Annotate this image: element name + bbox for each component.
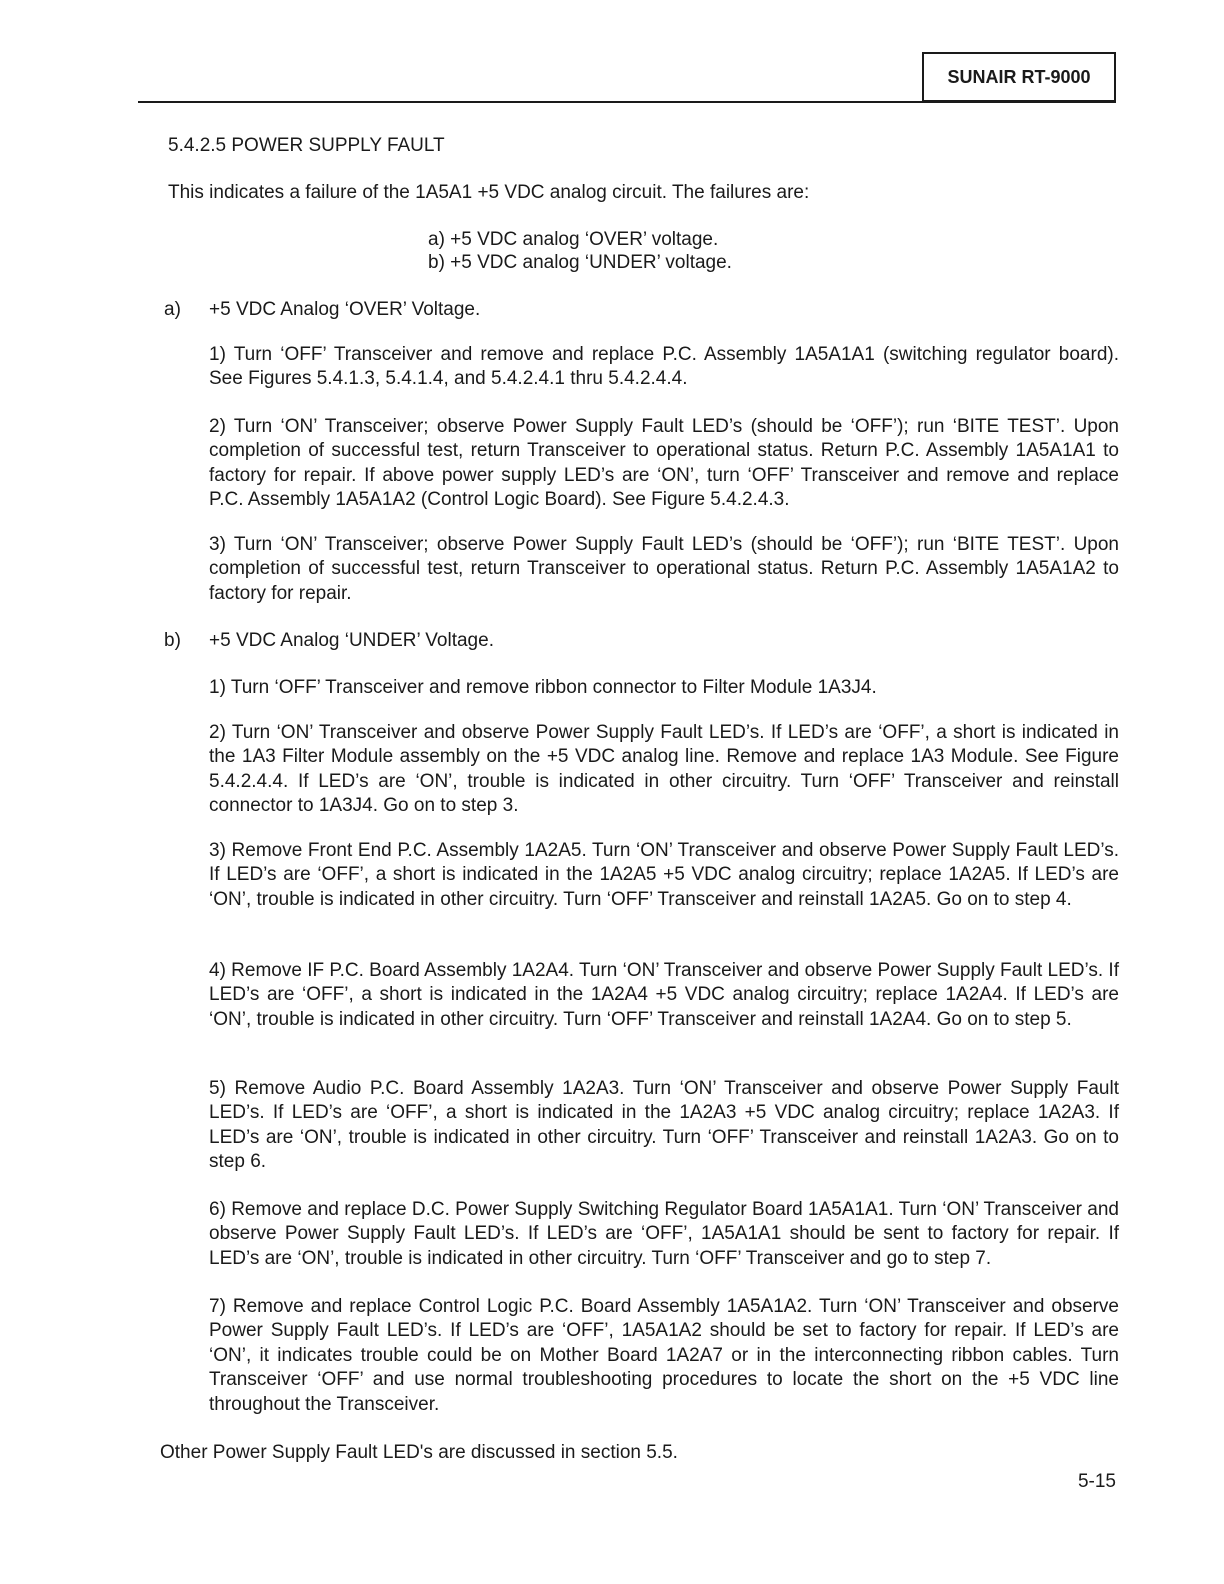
section-title: 5.4.2.5 POWER SUPPLY FAULT	[168, 135, 445, 156]
part-b-step: 4) Remove IF P.C. Board Assembly 1A2A4. Turn ‘ON’ Transceiver and observe Power Supply Fault LED’s. If LED’s are ‘OFF’, a short is indicated in the 1A2A4 +5 VDC analog circuitry; replace 1A2A4. If LED’s are ‘ON’, trouble is indicated in other circuitry. Turn ‘OFF’ Transceiver and reinstall 1A2A4. Go on to step 5.	[209, 960, 1119, 1030]
part-b-step: 3) Remove Front End P.C. Assembly 1A2A5. Turn ‘ON’ Transceiver and observe Power Supply Fault LED’s. If LED’s are ‘OFF’, a short is indicated in the 1A2A5 +5 VDC analog circuitry; replace 1A2A5. If LED’s are ‘ON’, trouble is indicated in other circuitry. Turn ‘OFF’ Transceiver and reinstall 1A2A5. Go on to step 4.	[209, 840, 1119, 910]
document-id-box	[922, 52, 1116, 102]
closing-note: Other Power Supply Fault LED's are discussed in section 5.5.	[160, 1442, 678, 1463]
part-a-step: 3) Turn ‘ON’ Transceiver; observe Power Supply Fault LED’s (should be ‘OFF’); run ‘BITE TEST’. Upon completion of successful test, return Transceiver to operational status. Return P.C. Assembly 1A5A1A2 to factory for repair.	[209, 534, 1119, 604]
part-b-step: 7) Remove and replace Control Logic P.C. Board Assembly 1A5A1A2. Turn ‘ON’ Transceiver and observe Power Supply Fault LED’s. If LED’s are ‘OFF’, 1A5A1A2 should be set to factory for repair. If LED’s are ‘ON’, it indicates trouble could be on Mother Board 1A2A7 or in the interconnecting ribbon cables. Turn Transceiver ‘OFF’ and use normal troubleshooting procedures to locate the short on the +5 VDC line throughout the Transceiver.	[209, 1296, 1119, 1415]
document-id: SUNAIR RT-9000	[947, 66, 1091, 87]
page-number: 5-15	[1077, 1471, 1116, 1492]
failure-item: b) +5 VDC analog ‘UNDER’ voltage.	[428, 252, 732, 273]
part-a-step: 2) Turn ‘ON’ Transceiver; observe Power Supply Fault LED’s (should be ‘OFF’); run ‘BITE TEST’. Upon completion of successful test, return Transceiver to operational status. Return P.C. Assembly 1A5A1A1 to factory for repair. If above power supply LED’s are ‘ON’, turn ‘OFF’ Transceiver and remove and replace P.C. Assembly 1A5A1A2 (Control Logic Board). See Figure 5.4.2.4.3.	[209, 416, 1119, 511]
part-b-step: 5) Remove Audio P.C. Board Assembly 1A2A3. Turn ‘ON’ Transceiver and observe Power Supply Fault LED’s. If LED’s are ‘OFF’, a short is indicated in the 1A2A3 +5 VDC analog circuitry; replace 1A2A3. If LED’s are ‘ON’, trouble is indicated in other circuitry. Turn ‘OFF’ Transceiver and reinstall 1A2A3. Go on to step 6.	[209, 1078, 1119, 1173]
part-b-title: +5 VDC Analog ‘UNDER’ Voltage.	[209, 630, 494, 651]
section-intro: This indicates a failure of the 1A5A1 +5 VDC analog circuit. The failures are:	[168, 182, 810, 203]
header-rule	[138, 101, 1116, 103]
part-b-step: 1) Turn ‘OFF’ Transceiver and remove ribbon connector to Filter Module 1A3J4.	[209, 677, 877, 698]
part-a-step: 1) Turn ‘OFF’ Transceiver and remove and replace P.C. Assembly 1A5A1A1 (switching regulator board). See Figures 5.4.1.3, 5.4.1.4, and 5.4.2.4.1 thru 5.4.2.4.4.	[209, 344, 1119, 390]
part-b-label: b)	[164, 630, 181, 651]
part-a-title: +5 VDC Analog ‘OVER’ Voltage.	[209, 299, 481, 320]
part-b-step: 2) Turn ‘ON’ Transceiver and observe Power Supply Fault LED’s. If LED’s are ‘OFF’, a short is indicated in the 1A3 Filter Module assembly on the +5 VDC analog line. Remove and replace 1A3 Module. See Figure 5.4.2.4.4. If LED’s are ‘ON’, trouble is indicated in other circuitry. Turn ‘OFF’ Transceiver and reinstall connector to 1A3J4. Go on to step 3.	[209, 722, 1119, 817]
part-b-step: 6) Remove and replace D.C. Power Supply Switching Regulator Board 1A5A1A1. Turn ‘ON’ Transceiver and observe Power Supply Fault LED’s. If LED’s are ‘OFF’, 1A5A1A1 should be sent to factory for repair. If LED’s are ‘ON’, trouble is indicated in other circuitry. Turn ‘OFF’ Transceiver and go to step 7.	[209, 1199, 1119, 1269]
failure-item: a) +5 VDC analog ‘OVER’ voltage.	[428, 229, 719, 250]
part-a-label: a)	[164, 299, 181, 320]
